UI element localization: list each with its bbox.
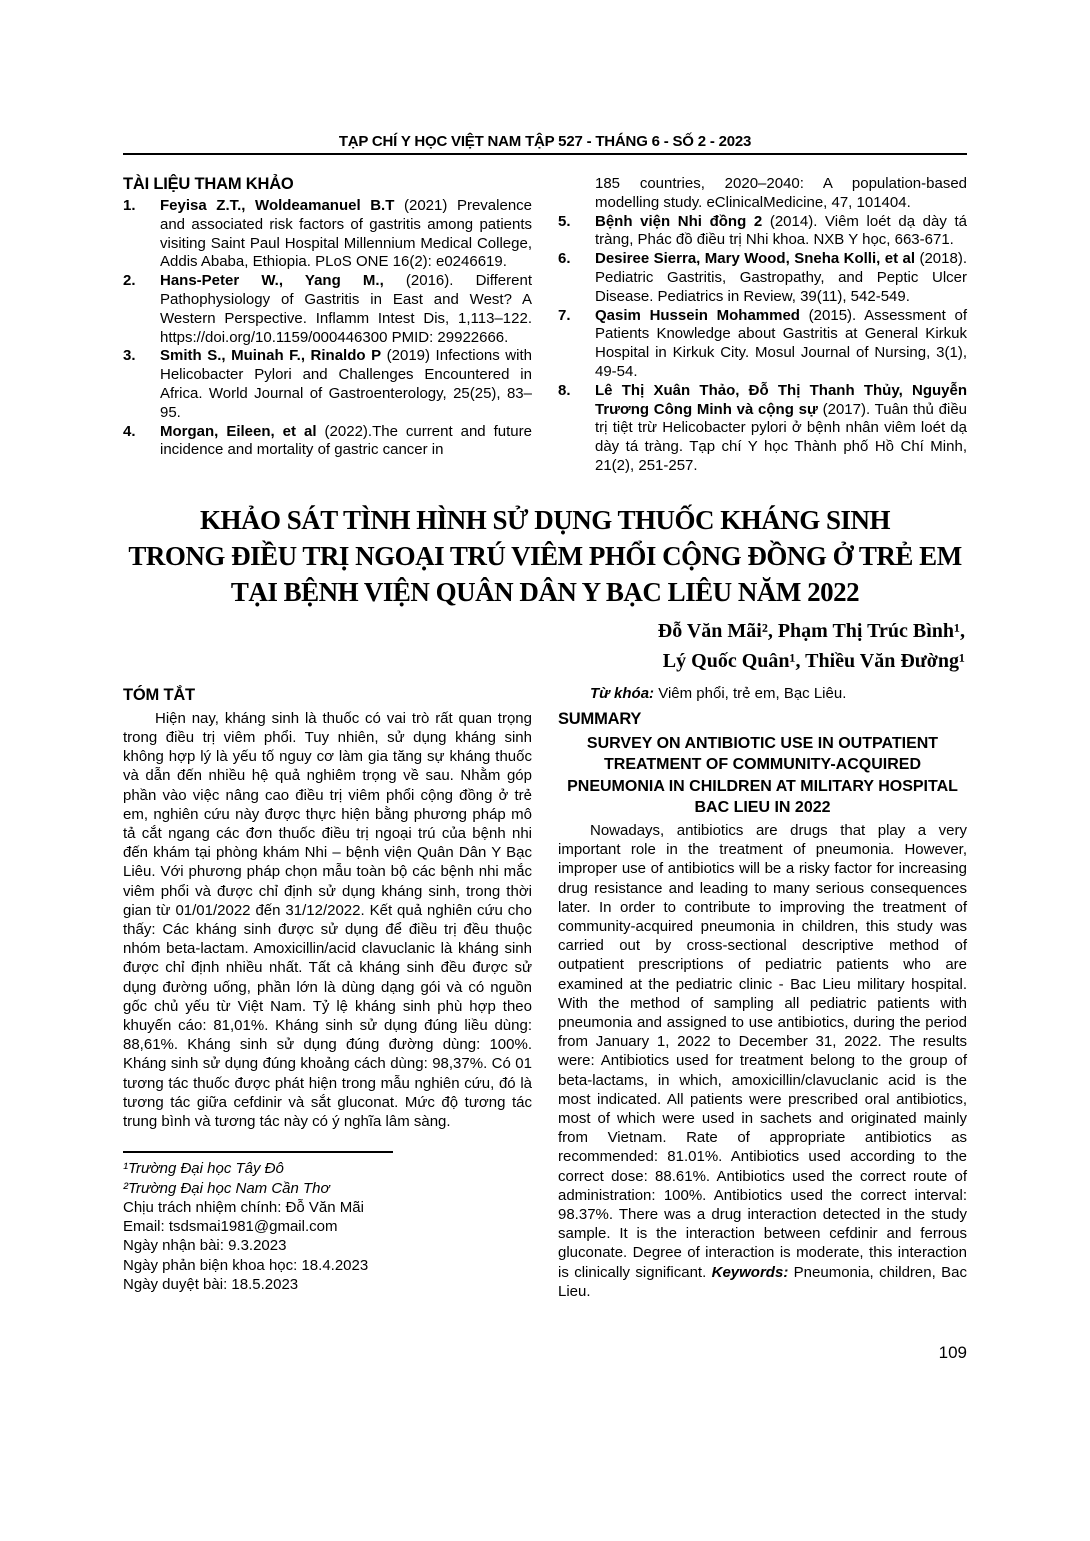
abstract-body-vi: Hiện nay, kháng sinh là thuốc có vai trò rất quan trọng trong điều trị viêm phổi. Tuy nhiên, sử dụng kháng sinh không hợp lý là yếu tố nguy cơ làm gia tăng sự kháng thuốc và dẫn đến nhiều hệ quả nghiêm trọng về sau. Nhằm góp phần vào việc nâng cao điều trị viêm phổi cộng đồng ở trẻ em, nghiên cứu này được thực hiện bằng phương pháp mô tả cắt ngang các đơn thuốc điều trị ngoại trú của bệnh nhi đến khám tại phòng khám Nhi – bệnh viện Quân Dân Y Bạc Liêu. Với phương pháp chọn mẫu toàn bộ các bệnh nhi mắc viêm phổi và được chỉ định sử dụng kháng sinh, trong thời gian từ 01/01/2022 đến 31/12/2022. Kết quả nghiên cứu cho thấy: Các kháng sinh được sử dụng để điều trị đều thuộc nhóm beta-lactam. Amoxicillin/acid clavuclanic là kháng sinh được chỉ định nhiều nhất. Tất cả kháng sinh đều được sử dụng đường uống, phần lớn là dùng dạng gói và có nguồn gốc chủ yếu từ Việt Nam. Tỷ lệ kháng sinh phù hợp theo khuyến cáo: 81,01%. Kháng sinh sử dụng đúng liều dùng: 88,61%. Kháng sinh sử dụng đúng đường dùng: 100%. Kháng sinh sử dụng đúng khoảng cách dùng: 98,37%. Có 01 tương tác thuốc được phát hiện trong mẫu nghiên cứu, đó là tương tác giữa cefdinir và sắt gluconat. Mức độ tương tác trung bình và tương tác này có ý nghĩa lâm sàng. bbox=[123, 709, 532, 1131]
reference-number: 8. bbox=[558, 381, 571, 399]
reference-authors: Desiree Sierra, Mary Wood, Sneha Kolli, et al bbox=[595, 250, 916, 268]
footnote-block bbox=[123, 1151, 532, 1294]
abstract-heading: TÓM TẮT bbox=[123, 685, 195, 704]
reference-item bbox=[558, 382, 967, 476]
reference-number: 6. bbox=[558, 250, 571, 268]
references-right-column bbox=[558, 175, 967, 476]
article-title-line: TRONG ĐIỀU TRỊ NGOẠI TRÚ VIÊM PHỔI CỘNG ĐỒNG Ở TRẺ EM bbox=[128, 540, 962, 571]
reference-authors: Bệnh viện Nhi đồng 2 bbox=[595, 212, 763, 230]
references-left-column bbox=[123, 175, 532, 476]
reference-item bbox=[123, 197, 532, 272]
reference-rest: (2018). Pediatric Gastritis, Gastropathy, and Peptic Ulcer Disease. Pediatrics in Review, 39(11), 542-549. bbox=[595, 250, 967, 305]
keywords-vi-text: Viêm phổi, trẻ em, Bạc Liêu. bbox=[654, 684, 847, 702]
reference-number: 1. bbox=[123, 197, 136, 214]
reference-rest: (2022).The current and future incidence and mortality of gastric cancer in bbox=[160, 422, 532, 459]
corresponding-author-line: Chịu trách nhiệm chính: Đỗ Văn Mãi bbox=[123, 1198, 364, 1216]
summary-heading: SUMMARY bbox=[558, 709, 642, 728]
reviewed-date-line: Ngày phản biện khoa học: 18.4.2023 bbox=[123, 1256, 369, 1274]
page-number: 109 bbox=[938, 1343, 967, 1362]
reference-text bbox=[160, 423, 532, 461]
reference-number: 4. bbox=[123, 422, 136, 440]
reference-continuation: 185 countries, 2020–2040: A population-based modelling study. eClinicalMedicine, 47, 101404. bbox=[595, 175, 967, 211]
footnote-divider bbox=[123, 1151, 393, 1153]
reference-text bbox=[595, 382, 967, 476]
received-date-line: Ngày nhận bài: 9.3.2023 bbox=[123, 1237, 287, 1255]
email-line: Email: tsdsmai1981@gmail.com bbox=[123, 1218, 338, 1236]
reference-rest: (2014). Viêm loét dạ dày tá tràng, Phác đồ điều trị Nhi khoa. NXB Y học, 663-671. bbox=[595, 212, 967, 249]
summary-body-en bbox=[558, 821, 967, 1301]
reference-authors: Feyisa Z.T., Woldeamanuel B.T bbox=[160, 197, 395, 214]
reference-item bbox=[558, 213, 967, 251]
reference-authors: Lê Thị Xuân Thảo, Đỗ Thị Thanh Thủy, Nguyễn Trương Công Minh và cộng sự bbox=[595, 381, 967, 418]
references-section bbox=[123, 175, 967, 476]
reference-authors: Hans-Peter W., Yang M., bbox=[160, 272, 384, 290]
reference-rest: (2015). Assessment of Patients Knowledge about Gastritis at General Kirkuk Hospital in Kirkuk City. Mosul Journal of Nursing, 3(1), 49-54. bbox=[595, 306, 967, 380]
article-title bbox=[123, 502, 967, 610]
author-line: Đỗ Văn Mãi², Phạm Thị Trúc Bình¹, bbox=[657, 619, 965, 642]
reference-number: 5. bbox=[558, 212, 571, 230]
reference-text bbox=[595, 307, 967, 382]
summary-body-text: Nowadays, antibiotics are drugs that play a very important role in the treatment of pneumonia. However, improper use of antibiotics will be a risky factor for increasing drug resistance and leading to many serious consequences later. In order to contribute to improving the treatment of community-acquired pneumonia in children, this study was carried out by cross-sectional descriptive method of outpatient prescriptions of pediatric patients who are examined at the pediatric clinic - Bac Lieu military hospital. With the method of sampling all pediatric patients with pneumonia and assigned to use antibiotics, during the period from January 1, 2022 to December 31, 2022. The results were: Antibiotics used for treatment belong to the group of beta-lactams, in which, amoxicillin/clavuclanic acid is the most indicated. All patients were prescribed oral antibiotics, most of which were used in sachets and originated mainly from Vietnam. Rate of appropriate antibiotics as recommended: 81.01%. Antibiotics used according to the correct dose: 88.61%. Antibiotics used the correct route of administration: 100%. Antibiotics used the correct interval: 98.37%. There was a drug interaction detected in the study sample. It is the interaction between cefdinir and ferrous gluconate. Degree of interaction is moderate, this interaction is clinically significant. bbox=[558, 821, 967, 1281]
reference-text bbox=[595, 250, 967, 306]
page-content bbox=[123, 0, 967, 1362]
reference-text bbox=[160, 197, 532, 272]
keywords-vi-label: Từ khóa: bbox=[590, 684, 655, 702]
reference-item bbox=[558, 307, 967, 382]
reference-authors: Morgan, Eileen, et al bbox=[160, 422, 317, 440]
keywords-en-text: Pneumonia, children, Bac Lieu. bbox=[558, 1263, 967, 1300]
reference-number: 3. bbox=[123, 347, 136, 365]
journal-running-head: TẠP CHÍ Y HỌC VIỆT NAM TẬP 527 - THÁNG 6 - SỐ 2 - 2023 bbox=[123, 133, 967, 155]
reference-rest: (2019) Infections with Helicobacter Pylori and Challenges Encountered in Africa. World Journal of Gastroenterology, 25(25), 83–95. bbox=[160, 347, 532, 421]
author-list bbox=[123, 616, 967, 676]
reference-item bbox=[558, 250, 967, 306]
article-title-line: TẠI BỆNH VIỆN QUÂN DÂN Y BẠC LIÊU NĂM 2022 bbox=[230, 576, 860, 607]
affiliation-line: ²Trường Đại học Nam Cần Thơ bbox=[123, 1179, 330, 1197]
reference-item bbox=[123, 347, 532, 422]
reference-rest: (2017). Tuân thủ điều trị tiệt trừ Helicobacter pylori ở bệnh nhân viêm loét dạ dày tá tràng. Tạp chí Y học Thành phố Hồ Chí Minh, 21(2), 251-257. bbox=[595, 400, 967, 474]
keywords-vi-line bbox=[558, 684, 967, 703]
reference-rest: (2021) Prevalence and associated risk factors of gastritis among patients visiting Saint Paul Hospital Millennium Medical College, Addis Ababa, Ethiopia. PLoS ONE 16(2): e0246619. bbox=[160, 197, 533, 271]
reference-authors: Smith S., Muinah F., Rinaldo P bbox=[160, 347, 382, 365]
reference-text bbox=[595, 213, 967, 251]
reference-text bbox=[160, 347, 532, 422]
accepted-date-line: Ngày duyệt bài: 18.5.2023 bbox=[123, 1276, 299, 1293]
references-heading: TÀI LIỆU THAM KHẢO bbox=[123, 175, 294, 193]
abstract-left-column bbox=[123, 684, 532, 1301]
reference-authors: Qasim Hussein Mohammed bbox=[595, 306, 800, 324]
summary-title: SURVEY ON ANTIBIOTIC USE IN OUTPATIENT TREATMENT OF COMMUNITY-ACQUIRED PNEUMONIA IN CHILDREN AT MILITARY HOSPITAL BAC LIEU IN 2022 bbox=[567, 734, 958, 817]
abstract-section bbox=[123, 684, 967, 1301]
author-line: Lý Quốc Quân¹, Thiều Văn Đường¹ bbox=[662, 649, 965, 672]
reference-number: 2. bbox=[123, 272, 136, 290]
keywords-en-label: Keywords: bbox=[711, 1263, 789, 1281]
reference-rest: (2016). Different Pathophysiology of Gastritis in East and West? A Western Perspective. Inflamm Intest Dis, 1,113–122. https://doi.org/10.1159/000446300 PMID: 29922666. bbox=[160, 272, 532, 346]
affiliation-line: ¹Trường Đại học Tây Đô bbox=[123, 1160, 284, 1178]
reference-number: 7. bbox=[558, 306, 571, 324]
reference-text bbox=[160, 272, 532, 347]
summary-right-column bbox=[558, 684, 967, 1301]
article-title-line: KHẢO SÁT TÌNH HÌNH SỬ DỤNG THUỐC KHÁNG SINH bbox=[199, 504, 891, 535]
reference-item bbox=[123, 423, 532, 461]
reference-item bbox=[123, 272, 532, 347]
